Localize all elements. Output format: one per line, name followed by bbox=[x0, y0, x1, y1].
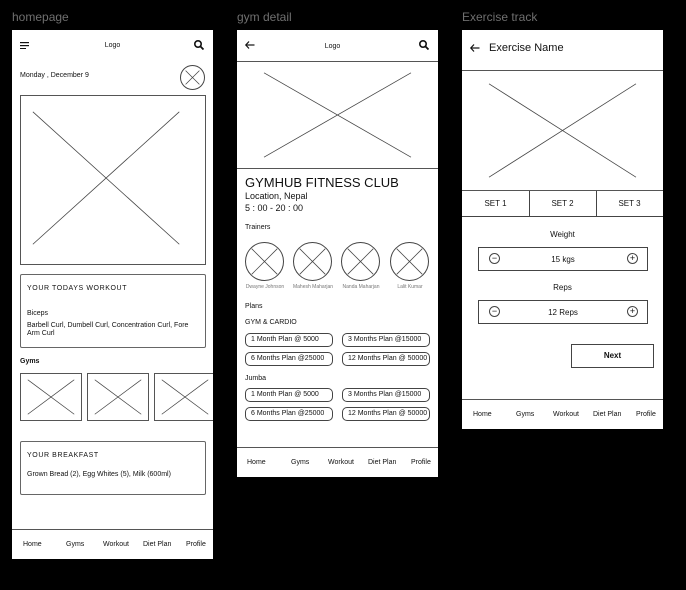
gyms-section-label: Gyms bbox=[20, 358, 40, 365]
gym-name: GYMHUB FITNESS CLUB bbox=[245, 175, 399, 190]
todays-workout-card[interactable] bbox=[20, 274, 206, 348]
nav-workout[interactable]: Workout bbox=[553, 411, 579, 418]
bottom-nav bbox=[462, 399, 663, 429]
trainer-avatar[interactable] bbox=[390, 242, 429, 281]
minus-icon[interactable]: − bbox=[489, 306, 500, 317]
nav-profile[interactable]: Profile bbox=[636, 411, 656, 418]
trainer-avatar[interactable] bbox=[341, 242, 380, 281]
plus-icon[interactable]: + bbox=[627, 306, 638, 317]
back-arrow-icon[interactable] bbox=[470, 44, 480, 52]
gym-location: Location, Nepal bbox=[245, 191, 308, 201]
frame-label-exercise-track: Exercise track bbox=[462, 10, 538, 24]
exercise-track-screen bbox=[462, 30, 663, 429]
nav-profile[interactable]: Profile bbox=[411, 459, 431, 466]
workout-muscle: Biceps bbox=[27, 310, 49, 317]
trainer-name: Dwayne Johnson bbox=[245, 284, 285, 290]
exercise-image-placeholder bbox=[462, 70, 663, 191]
trainer-avatar[interactable] bbox=[293, 242, 332, 281]
nav-diet-plan[interactable]: Diet Plan bbox=[143, 541, 172, 548]
nav-home[interactable]: Home bbox=[247, 459, 266, 466]
breakfast-card-title: YOUR BREAKFAST bbox=[27, 452, 99, 459]
gym-detail-screen bbox=[237, 30, 438, 477]
plan-category-name: GYM & CARDIO bbox=[245, 319, 297, 326]
gym-thumbnail[interactable] bbox=[87, 373, 149, 421]
nav-gyms[interactable]: Gyms bbox=[66, 541, 85, 548]
frame-label-homepage: homepage bbox=[12, 10, 69, 24]
search-icon[interactable] bbox=[194, 40, 204, 50]
breakfast-items: Grown Bread (2), Egg Whites (5), Milk (600ml) bbox=[27, 471, 171, 478]
plan-option[interactable]: 6 Months Plan @25000 bbox=[245, 407, 333, 421]
date-text: Monday , December 9 bbox=[20, 72, 89, 79]
plan-option[interactable]: 6 Months Plan @25000 bbox=[245, 352, 333, 366]
trainer-avatar[interactable] bbox=[245, 242, 284, 281]
reps-label: Reps bbox=[553, 283, 572, 292]
exercise-title: Exercise Name bbox=[489, 42, 564, 54]
plan-option[interactable]: 12 Months Plan @ 50000 bbox=[342, 407, 430, 421]
tab-set-1[interactable]: SET 1 bbox=[484, 199, 507, 208]
gym-cover-image-placeholder bbox=[237, 61, 438, 169]
plan-category-name: Jumba bbox=[245, 375, 267, 382]
tab-set-3[interactable]: SET 3 bbox=[618, 199, 641, 208]
set-tabs bbox=[462, 191, 663, 217]
trainer-name: Lalit Kumar bbox=[397, 284, 423, 290]
gym-hours: 5 : 00 - 20 : 00 bbox=[245, 203, 304, 213]
nav-diet-plan[interactable]: Diet Plan bbox=[368, 459, 397, 466]
reps-value: 12 Reps bbox=[548, 308, 578, 317]
plus-icon[interactable]: + bbox=[627, 253, 638, 264]
plan-option[interactable]: 3 Months Plan @15000 bbox=[342, 333, 430, 347]
plan-option[interactable]: 12 Months Plan @ 50000 bbox=[342, 352, 430, 366]
hero-image-placeholder bbox=[20, 95, 206, 265]
tab-set-2[interactable]: SET 2 bbox=[551, 199, 574, 208]
frame-label-gym-detail: gym detail bbox=[237, 10, 292, 24]
bottom-nav bbox=[12, 529, 213, 559]
weight-value: 15 kgs bbox=[551, 255, 575, 264]
trainer-name: Nanda Maharjan bbox=[342, 284, 380, 290]
nav-workout[interactable]: Workout bbox=[328, 459, 354, 466]
bottom-nav bbox=[237, 447, 438, 477]
workout-card-title: YOUR TODAYS WORKOUT bbox=[27, 285, 128, 292]
nav-profile[interactable]: Profile bbox=[186, 541, 206, 548]
trainer-name: Mahesh Maharjan bbox=[292, 284, 334, 290]
search-icon[interactable] bbox=[419, 40, 429, 50]
logo: Logo bbox=[324, 43, 341, 50]
next-button[interactable]: Next bbox=[571, 344, 654, 368]
plan-option[interactable]: 1 Month Plan @ 5000 bbox=[245, 388, 333, 402]
homepage-screen bbox=[12, 30, 213, 559]
gym-thumbnail[interactable] bbox=[154, 373, 213, 421]
nav-gyms[interactable]: Gyms bbox=[291, 459, 310, 466]
weight-label: Weight bbox=[550, 230, 575, 239]
reps-stepper[interactable] bbox=[478, 300, 648, 324]
workout-exercises: Barbell Curl, Dumbell Curl, Concentration Curl, Fore Arm Curl bbox=[27, 322, 189, 337]
avatar[interactable] bbox=[180, 65, 205, 90]
logo: Logo bbox=[104, 42, 121, 49]
plan-option[interactable]: 3 Months Plan @15000 bbox=[342, 388, 430, 402]
nav-gyms[interactable]: Gyms bbox=[516, 411, 535, 418]
nav-home[interactable]: Home bbox=[23, 541, 42, 548]
plan-option[interactable]: 1 Month Plan @ 5000 bbox=[245, 333, 333, 347]
trainers-label: Trainers bbox=[245, 224, 271, 231]
weight-stepper[interactable] bbox=[478, 247, 648, 271]
nav-diet-plan[interactable]: Diet Plan bbox=[593, 411, 622, 418]
gym-thumbnail[interactable] bbox=[20, 373, 82, 421]
minus-icon[interactable]: − bbox=[489, 253, 500, 264]
plans-label: Plans bbox=[245, 303, 263, 310]
nav-home[interactable]: Home bbox=[473, 411, 492, 418]
breakfast-card[interactable] bbox=[20, 441, 206, 495]
nav-workout[interactable]: Workout bbox=[103, 541, 129, 548]
